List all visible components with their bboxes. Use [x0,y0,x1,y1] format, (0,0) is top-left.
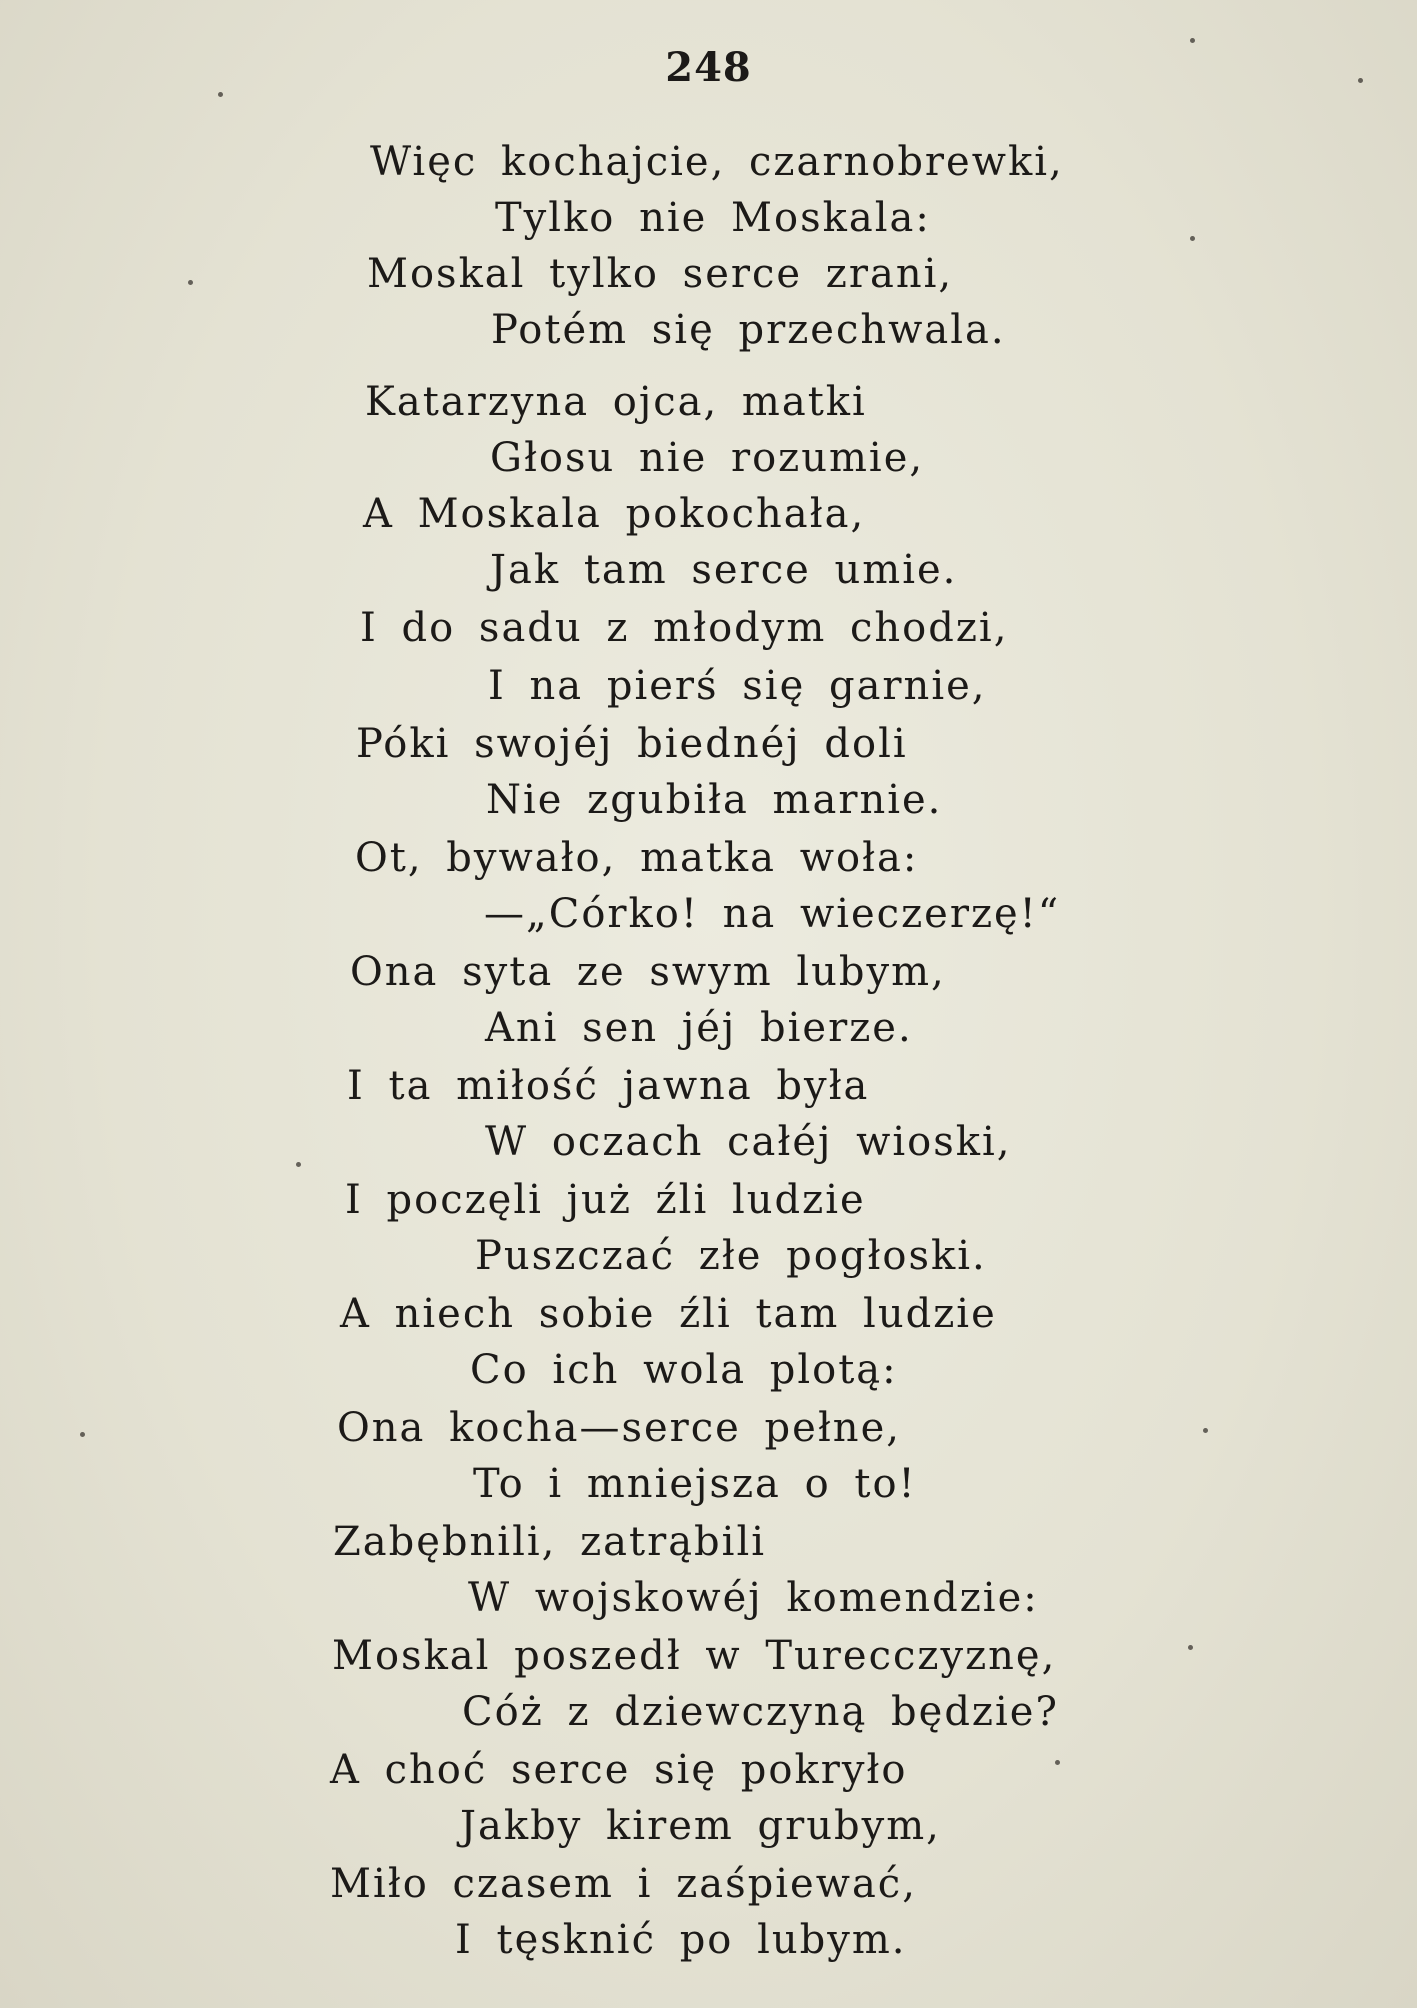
verse-line: Moskal poszedł w Turecczyznę, [332,1633,1057,1679]
verse-line: Tylko nie Moskala: [495,195,931,241]
verse-line: Co ich wola plotą: [470,1347,898,1393]
verse-line: To i mniejsza o to! [473,1461,917,1507]
paper-speck [1203,1428,1208,1433]
verse-line: A Moskala pokochała, [363,491,866,537]
verse-line: Ot, bywało, matka woła: [355,835,919,881]
verse-line: A choć serce się pokryło [330,1747,908,1793]
paper-speck [188,280,193,285]
verse-line: W wojskowéj komendzie: [468,1575,1039,1621]
verse-line: Katarzyna ojca, matki [365,379,867,425]
verse-line: Głosu nie rozumie, [490,435,925,481]
paper-speck [80,1432,85,1437]
verse-line: Jak tam serce umie. [490,547,958,593]
paper-speck [218,92,223,97]
verse-line: Więc kochajcie, czarnobrewki, [370,139,1064,185]
verse-line: A niech sobie źli tam ludzie [340,1291,997,1337]
verse-line: Cóż z dziewczyną będzie? [462,1689,1059,1735]
paper-speck [1190,38,1195,43]
verse-line: Ani sen jéj bierze. [485,1005,913,1051]
paper-speck [296,1162,301,1167]
paper-speck [1055,1760,1060,1765]
verse-line: Jakby kirem grubym, [460,1803,941,1849]
verse-line: Ona syta ze swym lubym, [350,949,946,995]
verse-line: Potém się przechwala. [491,307,1006,353]
verse-line: Moskal tylko serce zrani, [367,251,954,297]
verse-line: I ta miłość jawna była [347,1063,870,1109]
verse-line: I tęsknić po lubym. [455,1917,907,1963]
verse-line: Nie zgubiła marnie. [486,777,943,823]
verse-line: I poczęli już źli ludzie [345,1177,866,1223]
verse-line: I do sadu z młodym chodzi, [360,605,1009,651]
paper-speck [1188,1645,1193,1650]
verse-line: Puszczać złe pogłoski. [475,1233,987,1279]
verse-line: I na pierś się garnie, [488,663,987,709]
paper-speck [1358,78,1363,83]
verse-line: Miło czasem i zaśpiewać, [330,1861,917,1907]
paper-speck [1190,236,1195,241]
verse-line: Póki swojéj biednéj doli [356,721,908,767]
verse-line: W oczach całéj wioski, [485,1119,1012,1165]
verse-line: Ona kocha—serce pełne, [337,1405,901,1451]
verse-line: —„Córko! na wieczerzę!“ [484,891,1061,937]
page-number: 248 [665,44,752,91]
verse-line: Zabębnili, zatrąbili [333,1519,767,1565]
